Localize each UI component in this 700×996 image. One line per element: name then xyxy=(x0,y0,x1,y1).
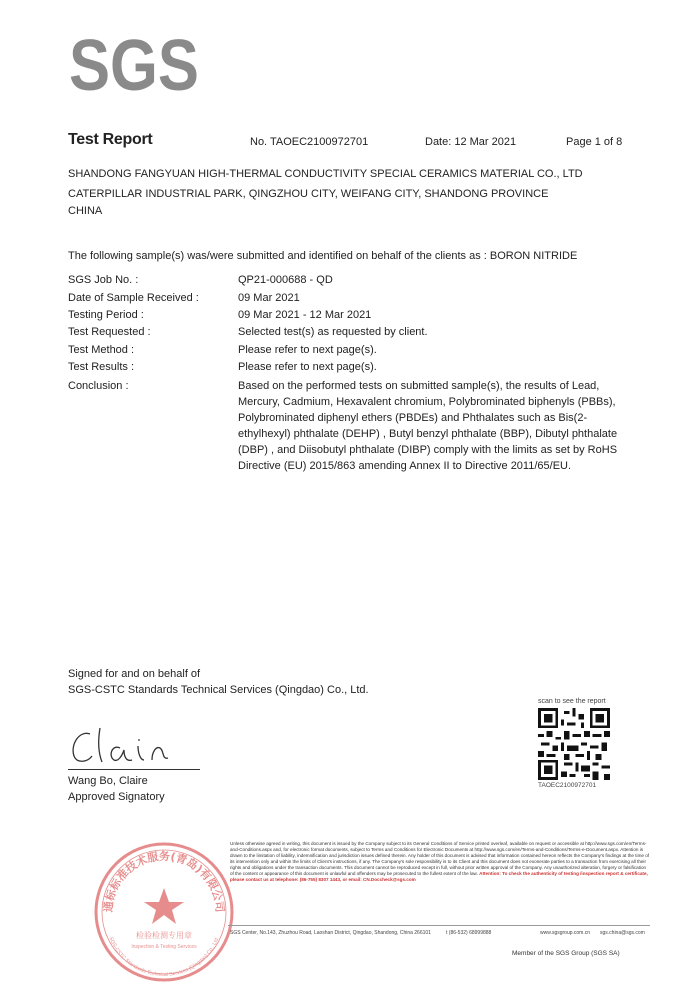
company-seal xyxy=(90,838,238,986)
signed-line1: Signed for and on behalf of xyxy=(68,668,201,680)
row-value: 09 Mar 2021 xyxy=(238,292,300,304)
conclusion-label: Conclusion : xyxy=(68,380,129,392)
qr-caption-top: scan to see the report xyxy=(538,698,606,705)
client-name: SHANDONG FANGYUAN HIGH-THERMAL CONDUCTIVITY SPECIAL CERAMICS MATERIAL CO., LTD xyxy=(68,168,583,180)
authenticity-notice: Attention: To check the authenticity of testing /inspection report & certificate, please contact us at telephone: (86-755) 8307 1443, or email: CN.Doccheck@sgs.com xyxy=(230,871,648,882)
signed-company: SGS-CSTC Standards Technical Services (Qingdao) Co., Ltd. xyxy=(68,684,369,696)
signed-block xyxy=(68,666,369,698)
fine-print-body: Unless otherwise agreed in writing, this document is issued by the Company subject to its General Conditions of Service printed overleaf, available on request or accessible at http://www.sgs.com/en/Terms-and-Conditions.aspx and, for electronic format documents, subject to Terms and Conditions for Electronic Documents at http://www.sgs.com/en/Terms-and-Conditions/Terms-e-Document.aspx. Attention is drawn to the limitation of liability, indemnification and jurisdiction issues defined therein. Any holder of this document is advised that information contained hereon reflects the Company's findings at the time of its intervention only and within the limits of Client's instructions, if any. The Company's sole responsibility is to its Client and this document does not exonerate parties to a transaction from exercising all their rights and obligations under the transaction documents. This document cannot be reproduced except in full, without prior written approval of the Company. Any unauthorized alteration, forgery or falsification of the content or appearance of this document is unlawful and offenders may be prosecuted to the fullest extent of the law. xyxy=(230,841,650,876)
seal-lettering-top: 通标标准技术服务(青岛)有限公司 xyxy=(101,849,227,913)
row-label: Test Results : xyxy=(68,361,135,373)
footer-divider xyxy=(228,925,650,926)
client-country: CHINA xyxy=(68,205,103,217)
handwritten-signature xyxy=(62,722,182,772)
row-label: Date of Sample Received : xyxy=(68,292,199,304)
footer-website[interactable]: www.sgsgroup.com.cn xyxy=(540,930,591,936)
footer-email[interactable]: sgs.china@sgs.com xyxy=(600,930,645,936)
conclusion-text: Based on the performed tests on submitted sample(s), the results of Lead, Mercury, Cadmium, Hexavalent chromium, Polybrominated biphenyls (PBBs), Polybrominated diphenyl ethers (PBDEs) and Phthalates such as Bis(2-ethylhexyl) phthalate (DEHP) , Butyl benzyl phthalate (BBP), Dibutyl phthalate (DBP) , and Diisobutyl phthalate (DIBP) comply with the limits as set by RoHS Directive (EU) 2015/863 amending Annex II to Directive 2011/65/EU. xyxy=(238,380,618,472)
logo-text: SGS xyxy=(69,26,199,106)
fine-print xyxy=(230,841,650,883)
qr-caption-bottom: TAOEC2100972701 xyxy=(538,782,597,789)
row-label: SGS Job No. : xyxy=(68,274,139,286)
qr-code-icon[interactable] xyxy=(538,708,610,780)
row-value: Selected test(s) as requested by client. xyxy=(238,326,428,338)
client-address: CATERPILLAR INDUSTRIAL PARK, QINGZHOU CITY, WEIFANG CITY, SHANDONG PROVINCE xyxy=(68,188,549,200)
signature-line xyxy=(68,769,200,770)
row-value: Please refer to next page(s). xyxy=(238,344,377,356)
report-number: No. TAOEC2100972701 xyxy=(250,136,369,148)
row-value: QP21-000688 - QD xyxy=(238,274,333,286)
sample-intro: The following sample(s) was/were submitted and identified on behalf of the clients as : BORON NITRIDE xyxy=(68,250,578,262)
member-note: Member of the SGS Group (SGS SA) xyxy=(512,950,620,957)
sgs-logo xyxy=(65,26,205,106)
svg-text:SGS-CSTC Standards Technical S xyxy=(108,936,221,978)
seal-lettering-en: Inspection & Testing Services xyxy=(131,944,197,950)
seal-lettering-bottom: SGS-CSTC Standards Technical Services (Qingdao) Co., Ltd. xyxy=(107,936,221,978)
row-label: Test Method : xyxy=(68,344,135,356)
seal-lettering-mid: 检验检测专用章 xyxy=(136,931,192,940)
row-value: 09 Mar 2021 - 12 Mar 2021 xyxy=(238,309,372,321)
footer-address: SGS Center, No.143, Zhuzhou Road, Laoshan District, Qingdao, Shandong, China 266101 xyxy=(230,930,431,936)
signatory-name: Wang Bo, Claire xyxy=(68,775,148,787)
report-date: Date: 12 Mar 2021 xyxy=(425,136,517,148)
row-value: Please refer to next page(s). xyxy=(238,361,377,373)
row-label: Test Requested : xyxy=(68,326,151,338)
page-indicator: Page 1 of 8 xyxy=(566,136,623,148)
row-label: Testing Period : xyxy=(68,309,144,321)
report-title: Test Report xyxy=(68,131,153,148)
signatory-title: Approved Signatory xyxy=(68,791,165,803)
footer-phone: t (86-532) 68999888 xyxy=(446,930,492,936)
